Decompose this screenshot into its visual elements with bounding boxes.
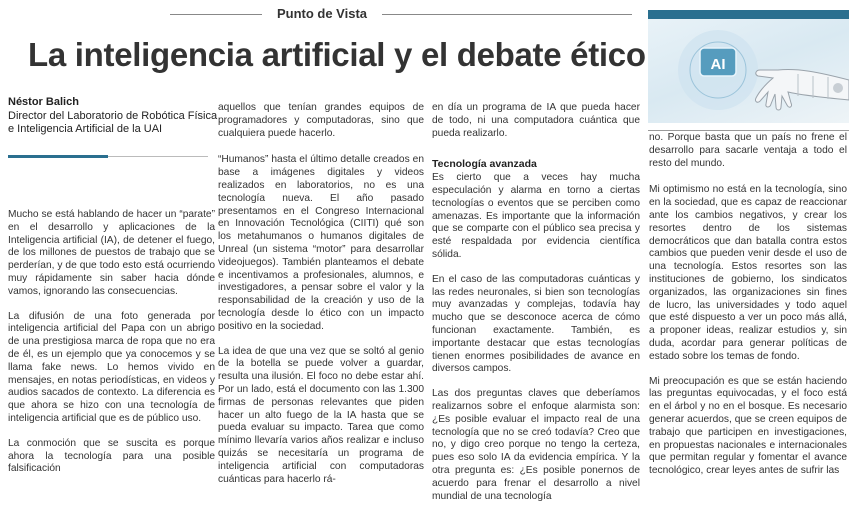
author-name: Néstor Balich <box>8 96 79 108</box>
article-headline: La inteligencia artificial y el debate ético <box>28 36 646 73</box>
paragraph: no. Porque basta que un país no frene el desarrollo para sacarle ventaja a todo el resto del mundo. <box>649 132 847 169</box>
section-rule-left <box>170 14 262 15</box>
author-block <box>8 96 218 137</box>
subheading: Tecnología avanzada <box>432 158 537 171</box>
paragraph: Mucho se está hablando de hacer un “parate” en el desarrollo y aplicaciones de la Inteligencia artificial (IA), de detener el fuego, de los millones de puestos de trabajo que se perderían, y de que todo esto está ocurriendo muy rápidamente sin saber hacia dónde vamos, ignorando las consecuencias. <box>8 209 215 297</box>
paragraph: La difusión de una foto generada por inteligencia artificial del Papa con un abrigo de una prestigiosa marca de ropa que no era de él, es un ejemplo que ya conocemos y se llama fake news. Lo hemos vivido en mensajes, en notas periodísticas, en videos y audios sacados de contexto. La diferencia es que ahora se hizo con una tecnología de inteligencia artificial que es de público uso. <box>8 310 215 424</box>
article-column-4 <box>649 132 847 490</box>
article-column-3 <box>432 102 640 515</box>
paragraph: en día un programa de IA que pueda hacer de todo, ni una computadora cuántica que pueda realizarlo. <box>432 102 640 139</box>
paragraph: En el caso de las computadoras cuánticas y las redes neuronales, si bien son tecnologías muy avanzadas y complejas, todavía hay mucho que se desconoce acerca de cómo funcionan exactamente. También, es importante destacar que estas tecnologías tienen enormes posibilidades de avance en diversos campos. <box>432 273 640 375</box>
author-role: Director del Laboratorio de Robótica Física e Inteligencia Artificial de la UAI <box>8 109 218 135</box>
paragraph: La idea de que una vez que se soltó al genio de la botella se puede volver a guardar, resulta una ilusión. El foco no debe estar ahí. Por un lado, está el documento con las 1.300 firmas de personas relevantes que piden hacer un alto fuego de la IA hasta que se pueda evaluar su impacto. Tarea que como mínimo llevaría varios años realizar e incluso quizás se necesitaría un programa de inteligencia artificial con computadoras cuánticas para hacerlo rá- <box>218 345 424 485</box>
paragraph: “Humanos” hasta el último detalle creados en base a imágenes digitales y videos realizados en laboratorios, no es una tecnología nueva. El año pasado presentamos en el Congreso Internacional en Innovación Tecnológica (CIITI) qué son los metahumanos o humanos digitales de Unreal (un sistema “motor” para desarrollar videojuegos). También planteamos el debate e incentivamos a profesionales, alumnos, e investigadores, a pensar sobre el valor y la responsabilidad de la creación y uso de la tecnología desde lo ético con un impacto positivo en la sociedad. <box>218 154 424 332</box>
paragraph: aquellos que tenían grandes equipos de programadores y computadoras, sino que cualquiera puede hacerlo. <box>218 102 424 139</box>
author-rule <box>108 156 208 157</box>
ai-robot-illustration <box>648 10 849 123</box>
paragraph: Mi preocupación es que se están haciendo las preguntas equivocadas, y el foco está en el árbol y no en el bosque. Es necesario generar acuerdos, que se creen equipos de trabajo que participen en investigaciones, en propuestas nacionales e internacionales que permitan regular y fomentar el avance tecnológico, crear leyes antes de sufrir las <box>649 375 847 477</box>
paragraph: La conmoción que se suscita es porque ahora la tecnología para una posible falsificación <box>8 437 215 475</box>
robot-hand-icon <box>648 10 849 123</box>
ai-badge-text: AI <box>710 56 726 73</box>
paragraph: Las dos preguntas claves que deberíamos realizarnos sobre el enfoque alarmista son: ¿Es posible evaluar el impacto real de una tecnología que no se creó todavía? Creo que no, y digo creo porque no tengo la certeza, pues eso solo IA da evidencia empírica. Y la otra pregunta es: ¿Es posible ponernos de acuerdo para frenar el desarrollo a nivel mundial de una tecnología <box>432 388 640 502</box>
author-accent-bar <box>8 155 108 158</box>
paragraph: Es cierto que a veces hay mucha especulación y alarma en torno a ciertas tecnologías o eventos que se perciben como amenazas. Es importante que la información que se comparte con el público sea precisa y esté respaldada por evidencia científica sólida. <box>432 172 640 260</box>
article-column-2 <box>218 102 424 498</box>
image-caption-rule <box>648 130 849 131</box>
section-label: Punto de Vista <box>276 6 368 21</box>
article-column-1 <box>8 209 215 488</box>
section-rule-right <box>382 14 632 15</box>
paragraph: Mi optimismo no está en la tecnología, sino en la sociedad, que es capaz de reaccionar ante los cambios negativos, y crear los resortes dentro de los sistemas democráticos que dan batalla contra estos cambios que pueden venir desde el uso de una tecnología. Estos resortes son las instituciones de gobierno, los sindicatos organizados, las organizaciones sin fines de lucro, las universidades y todo aquel que esté dispuesto a ver un poco más allá, a proponer ideas, realizar estudios y, sin duda, acordar para generar políticas de estado sobre los temas de fondo. <box>649 184 847 362</box>
